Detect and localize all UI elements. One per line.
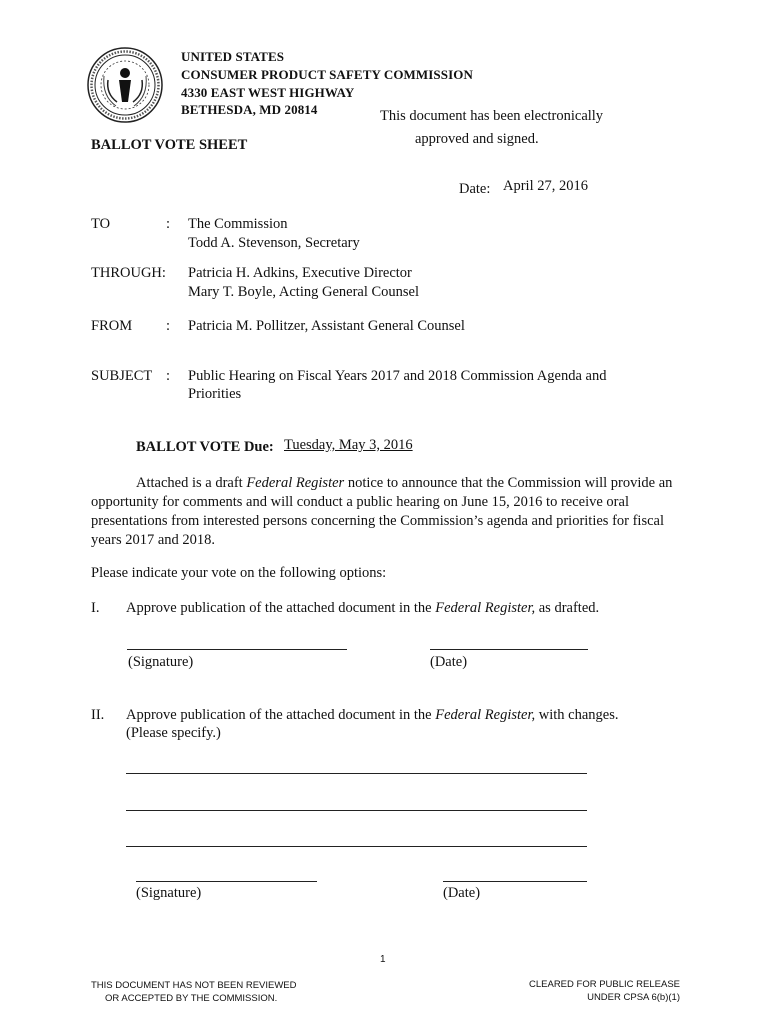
option-2-changes-line[interactable]: [126, 810, 587, 811]
option-2-number: II.: [91, 707, 105, 723]
option-1-number: I.: [91, 600, 100, 616]
subject-colon: :: [166, 368, 171, 384]
org-address-line: 4330 EAST WEST HIGHWAY: [181, 85, 355, 100]
option-2-changes-line[interactable]: [126, 773, 587, 774]
ballot-due-date: Tuesday, May 3, 2016: [284, 437, 413, 453]
option-1-signature-label: (Signature): [128, 654, 194, 670]
date-value: April 27, 2016: [503, 178, 588, 194]
footer-right-line: UNDER CPSA 6(b)(1): [587, 992, 680, 1003]
through-person: Mary T. Boyle, Acting General Counsel: [188, 284, 420, 300]
subject-label: SUBJECT: [91, 368, 153, 384]
org-address-line: BETHESDA, MD 20814: [181, 102, 318, 117]
option-1-signature-line[interactable]: [127, 649, 347, 650]
option-2-signature-label: (Signature): [136, 885, 202, 901]
footer-left-line: THIS DOCUMENT HAS NOT BEEN REVIEWED: [91, 980, 297, 991]
option-2-signature-line[interactable]: [136, 881, 317, 882]
ballot-due-label: BALLOT VOTE Due:: [136, 439, 274, 455]
through-label: THROUGH:: [91, 265, 166, 281]
option-2-date-line[interactable]: [443, 881, 587, 882]
org-name-line: CONSUMER PRODUCT SAFETY COMMISSION: [181, 67, 473, 82]
to-label: TO: [91, 216, 111, 232]
from-person: Patricia M. Pollitzer, Assistant General Counsel: [188, 318, 465, 334]
date-label: Date:: [459, 181, 491, 197]
from-label: FROM: [91, 318, 133, 334]
option-2-specify: (Please specify.): [126, 725, 221, 741]
signature-stamp-line: approved and signed.: [415, 131, 539, 147]
cpsc-seal: [86, 46, 164, 124]
to-recipient: Todd A. Stevenson, Secretary: [188, 235, 360, 251]
footer-left-line: OR ACCEPTED BY THE COMMISSION.: [105, 993, 278, 1004]
option-1-date-label: (Date): [430, 654, 468, 670]
vote-instruction: Please indicate your vote on the following options:: [91, 565, 387, 581]
document-title: BALLOT VOTE SHEET: [91, 137, 248, 153]
to-recipient: The Commission: [188, 216, 288, 232]
option-1-date-line[interactable]: [430, 649, 588, 650]
page-number: 1: [380, 954, 386, 965]
to-colon: :: [166, 216, 171, 232]
from-colon: :: [166, 318, 171, 334]
signature-stamp-line: This document has been electronically: [380, 108, 604, 124]
body-paragraph: Attached is a draft Federal Register notice to announce that the Commission will provide an opportunity for comments and will conduct a public hearing on June 15, 2016 to receive oral presentations from interested persons concerning the Commission’s agenda and priorities for fiscal years 2017 and 2018.: [91, 475, 673, 548]
seal-graphic: [86, 46, 164, 124]
footer-right-line: CLEARED FOR PUBLIC RELEASE: [529, 979, 680, 990]
option-2-text: Approve publication of the attached document in the Federal Register, with changes.: [126, 707, 619, 723]
through-person: Patricia H. Adkins, Executive Director: [188, 265, 412, 281]
option-2-date-label: (Date): [443, 885, 481, 901]
option-2-changes-line[interactable]: [126, 846, 587, 847]
org-name-line: UNITED STATES: [181, 49, 285, 64]
option-1-text: Approve publication of the attached document in the Federal Register, as drafted.: [126, 600, 600, 616]
subject-text: Priorities: [188, 386, 242, 402]
subject-text: Public Hearing on Fiscal Years 2017 and 2018 Commission Agenda and: [188, 368, 607, 384]
